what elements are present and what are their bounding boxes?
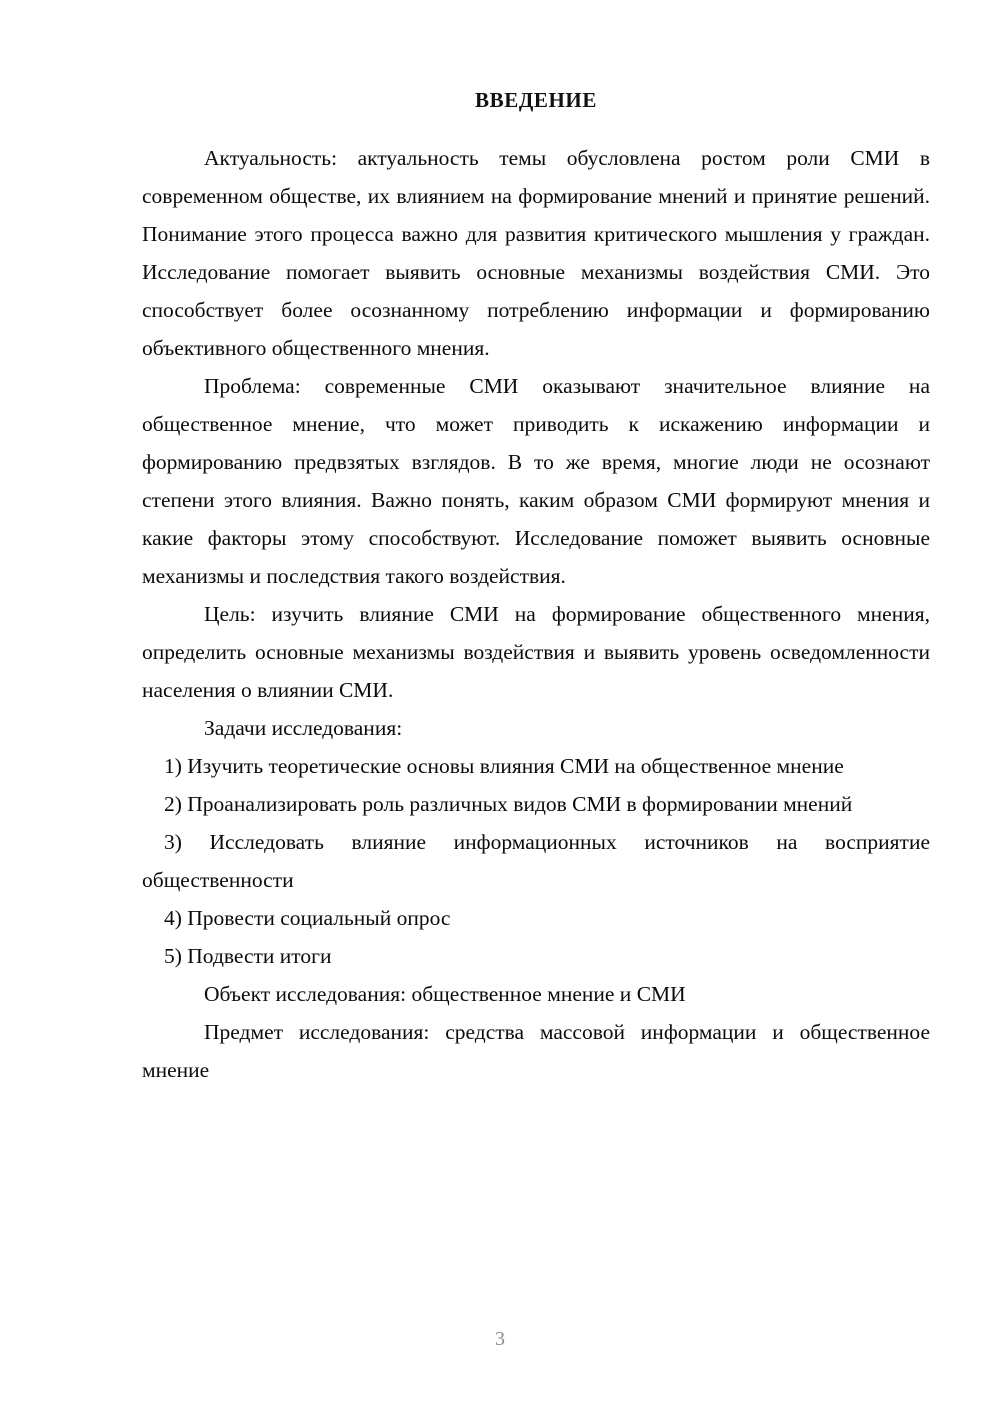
page-content [142, 88, 930, 1089]
list-item: 4) Провести социальный опрос [164, 906, 451, 931]
paragraph-subject: Предмет исследования: средства массовой информации и общественное мнение [142, 1020, 930, 1083]
paragraph-relevance: Актуальность: актуальность темы обусловлена ростом роли СМИ в современном обществе, их влиянием на формирование мнений и принятие решений. Понимание этого процесса важно для развития критического мышления у граждан. Исследование помогает выявить основные механизмы воздействия СМИ. Это способствует более осознанному потреблению информации и формированию объективного общественного мнения. [142, 146, 930, 361]
list-item: 1) Изучить теоретические основы влияния СМИ на общественное мнение [164, 754, 844, 779]
paragraph-object: Объект исследования: общественное мнение и СМИ [204, 982, 686, 1007]
page-title: ВВЕДЕНИЕ [475, 88, 597, 112]
tasks-heading: Задачи исследования: [204, 716, 403, 741]
paragraph-problem: Проблема: современные СМИ оказывают значительное влияние на общественное мнение, что может приводить к искажению информации и формированию предвзятых взглядов. В то же время, многие люди не осознают степени этого влияния. Важно понять, каким образом СМИ формируют мнения и какие факторы этому способствуют. Исследование поможет выявить основные механизмы и последствия такого воздействия. [142, 374, 930, 589]
page-number: 3 [495, 1328, 505, 1350]
paragraph-goal: Цель: изучить влияние СМИ на формирование общественного мнения, определить основные механизмы воздействия и выявить уровень осведомленности населения о влиянии СМИ. [142, 602, 930, 703]
list-item: 2) Проанализировать роль различных видов СМИ в формировании мнений [164, 792, 853, 817]
list-item: 5) Подвести итоги [164, 944, 332, 969]
list-item: 3) Исследовать влияние информационных источников на восприятие общественности [142, 830, 930, 893]
